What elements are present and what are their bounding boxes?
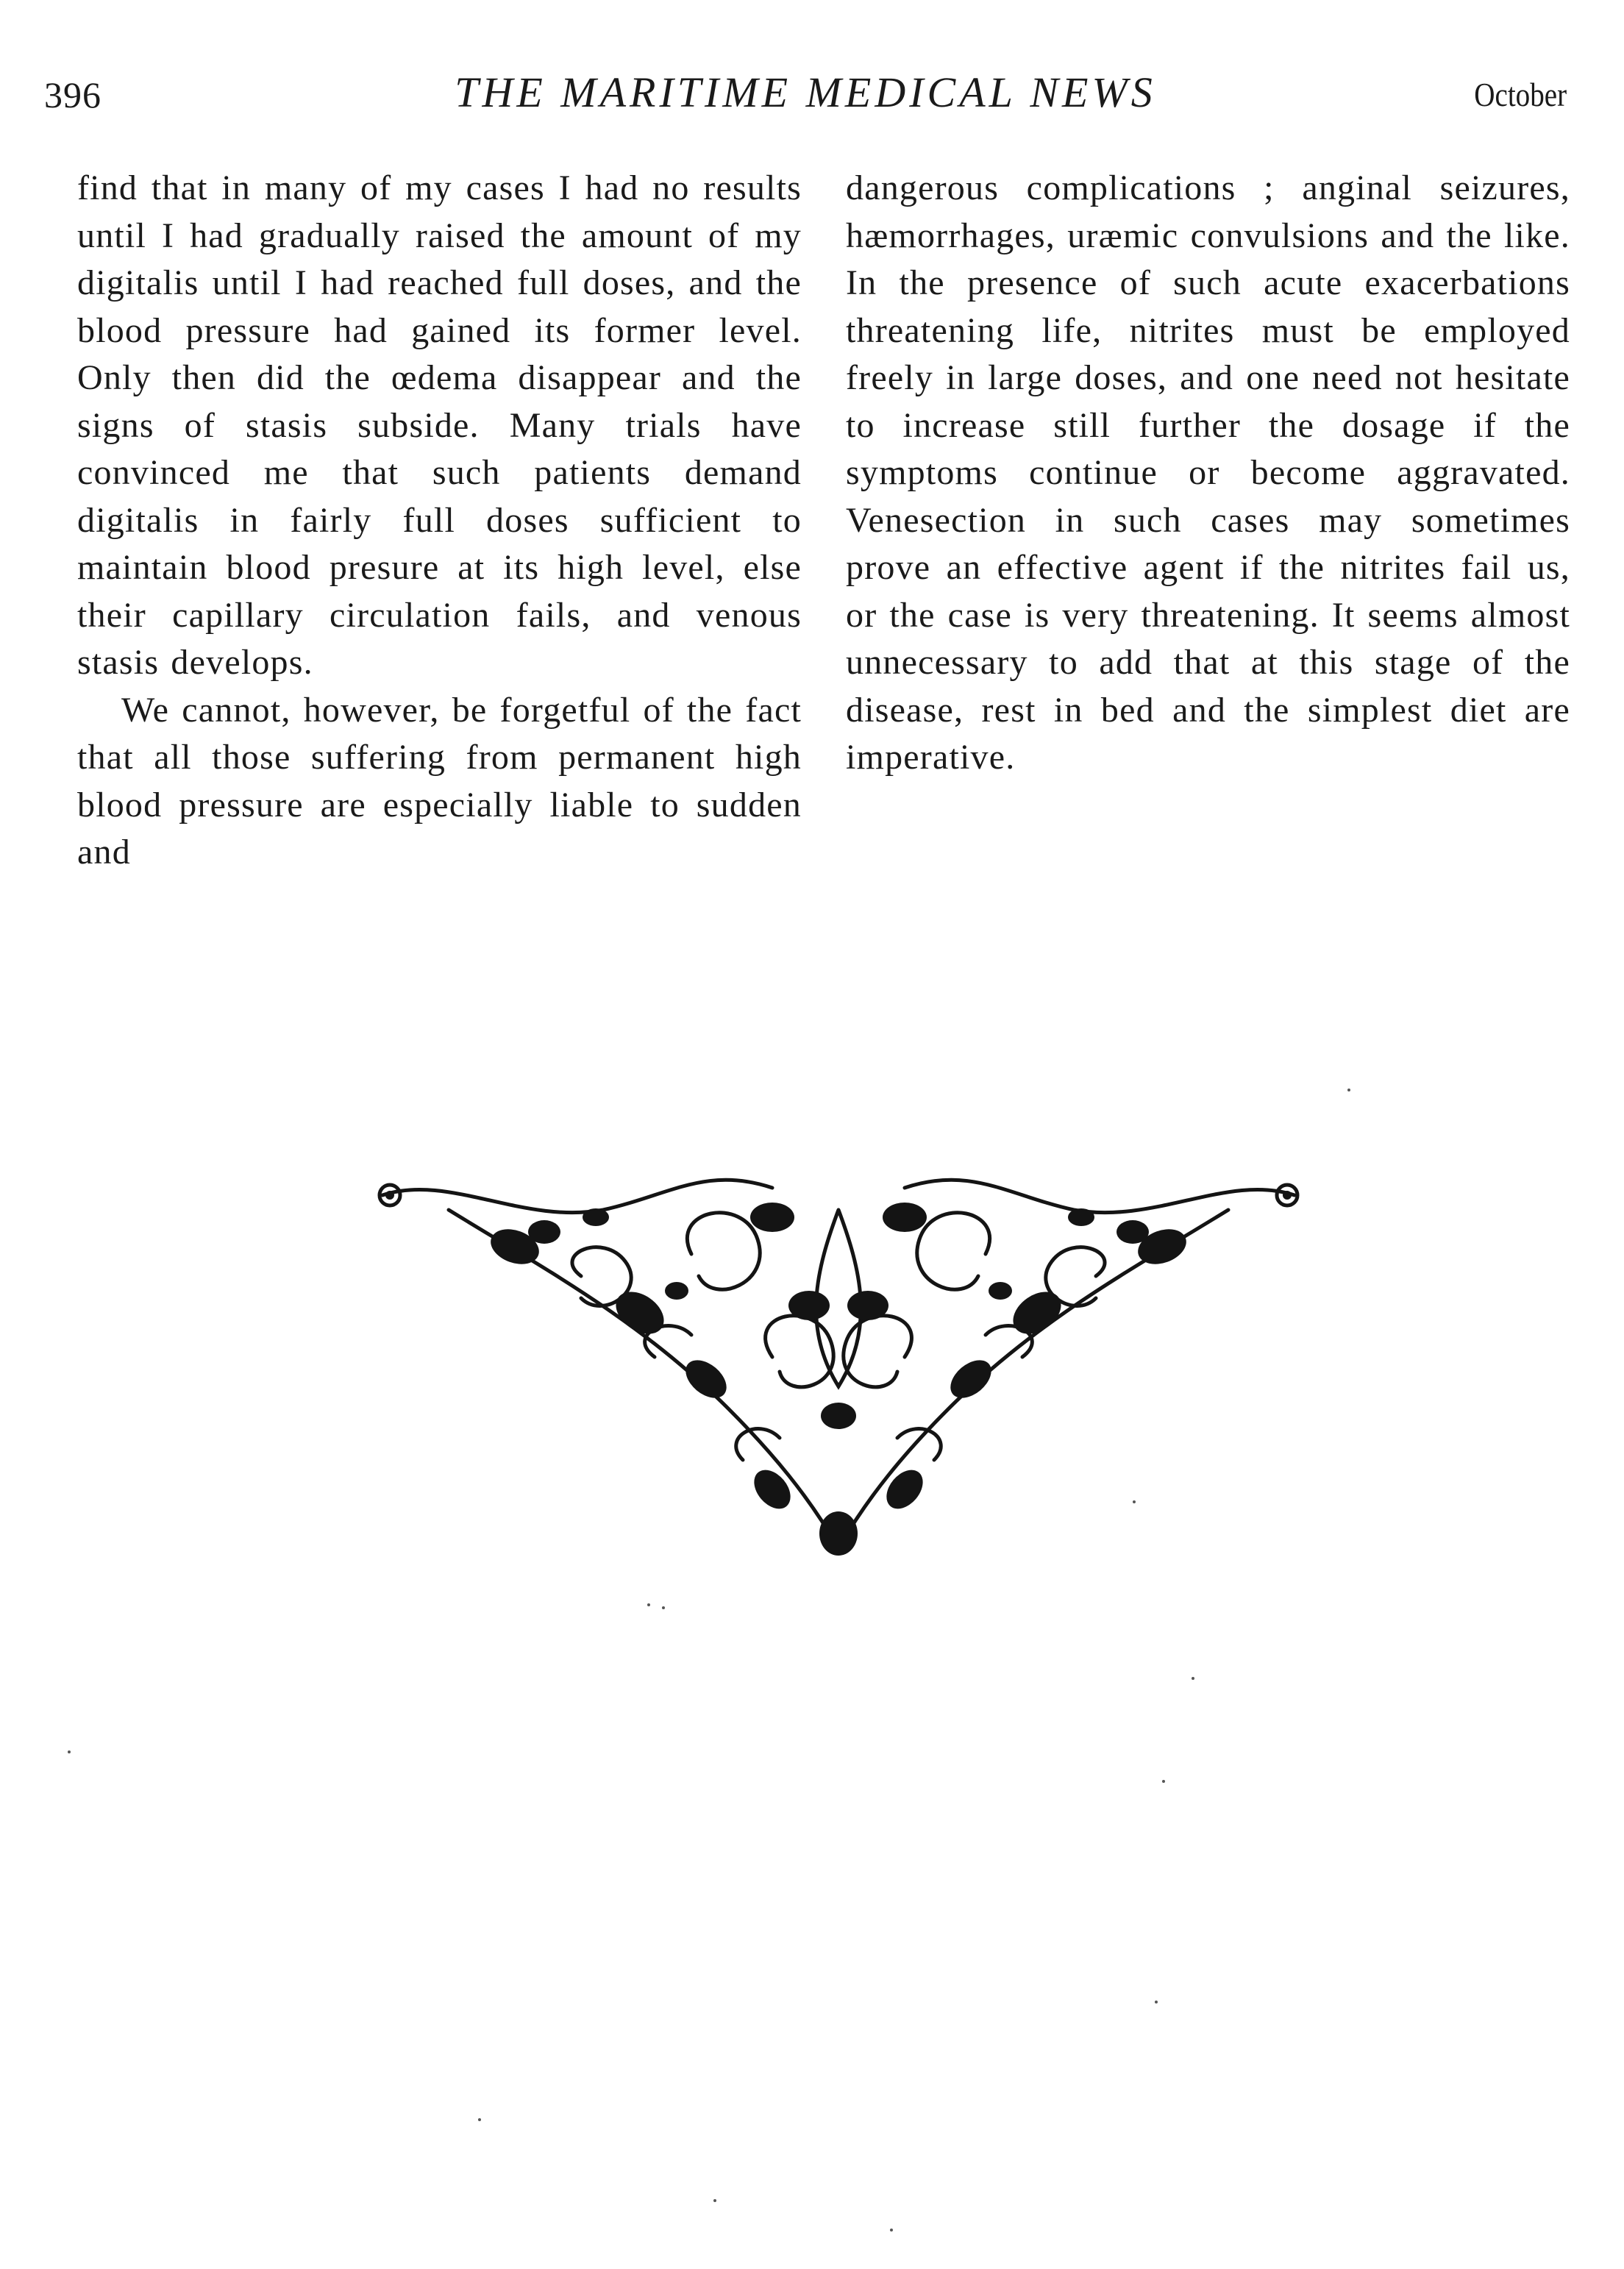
journal-title: THE MARITIME MEDICAL NEWS (455, 68, 1156, 116)
left-paragraph-1: find that in many of my cases I had no results until I had gradually raised the amount of my digitalis until I had reached full doses, and the blood pressure had gained its former level. Only then did the œdema disappear and the signs of stasis subside. Many trials have convinced me that such patients demand digitalis in fairly full doses sufficient to maintain blood presure at its high level, else their capillary circulation fails, and venous stasis develops. (77, 168, 802, 682)
page-number: 396 (44, 74, 102, 115)
issue-month: October (1474, 76, 1567, 113)
left-column (77, 165, 802, 877)
print-speck (1162, 1780, 1165, 1783)
left-paragraph-2: We cannot, however, be forgetful of the fact that all those suffering from permanent high blood pressure are especially liable to sudden and (77, 690, 802, 872)
print-speck (713, 2199, 716, 2202)
print-speck (890, 2229, 893, 2231)
print-speck (1347, 1089, 1350, 1091)
right-column (846, 165, 1570, 782)
print-speck (1155, 2001, 1158, 2003)
running-header (44, 68, 1567, 127)
print-speck (662, 1606, 665, 1609)
print-speck (478, 2118, 481, 2121)
right-paragraph-1: dangerous complications ; anginal seizures, hæmorrhages, uræmic convulsions and the like. In the presence of such acute exacerbations threatening life, nitrites must be employed freely in large doses, and one need not hesitate to increase still further the dosage if the symptoms continue or become aggravated. Venesection in such cases may sometimes prove an effective agent if the nitrites fail us, or the case is very threatening. It seems almost unnecessary to add that at this stage of the disease, rest in bed and the simplest diet are imperative. (846, 168, 1570, 777)
print-speck (1133, 1500, 1136, 1503)
print-speck (1192, 1677, 1194, 1680)
print-speck (68, 1750, 71, 1753)
floral-ornament-icon (360, 1166, 1317, 1563)
print-speck (647, 1603, 650, 1606)
